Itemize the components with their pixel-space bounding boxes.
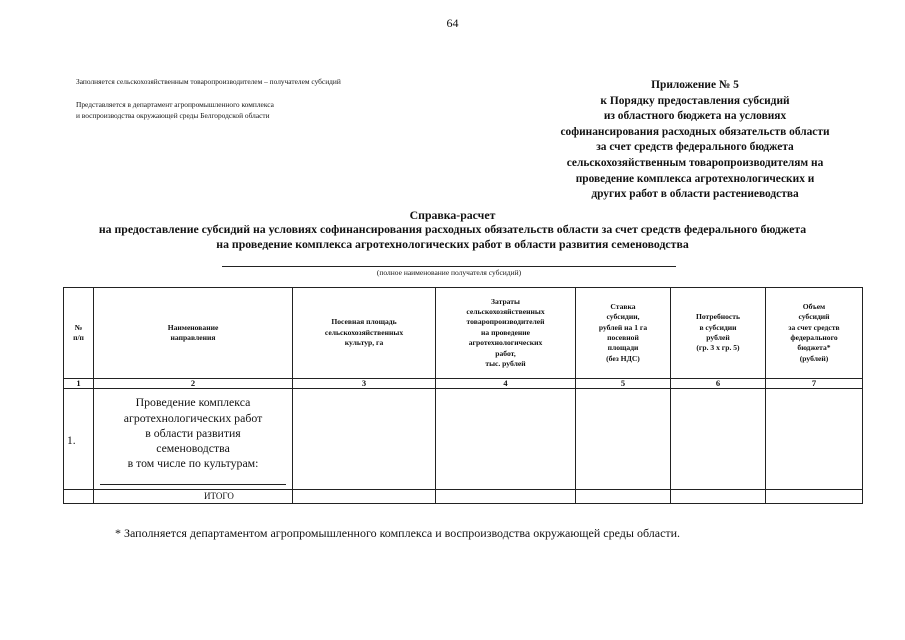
subsidy-calculation-table <box>63 287 863 504</box>
header-costs: Затраты сельскохозяйственных товаропроизводителей на проведение агротехнологических работ, тыс. рублей <box>436 288 576 379</box>
sown-area-cell[interactable] <box>293 389 436 490</box>
table-header-row <box>64 288 863 379</box>
appendix-line: проведение комплекса агротехнологических и <box>575 172 815 185</box>
column-number: 2 <box>94 379 293 389</box>
page-number: 64 <box>446 16 459 30</box>
header-federal-volume: Объем субсидий за счет средств федерального бюджета* (рублей) <box>766 288 863 379</box>
submitted-note-line1: Представляется в департамент агропромышленного комплекса <box>76 100 274 109</box>
direction-line: в области развития <box>145 425 241 440</box>
appendix-line: Приложение № 5 <box>651 79 739 91</box>
row-number: 1. <box>64 389 94 490</box>
rate-cell[interactable] <box>576 389 671 490</box>
header-direction: Наименование направления <box>94 288 293 379</box>
total-costs-cell[interactable] <box>436 490 576 504</box>
total-rate-cell[interactable] <box>576 490 671 504</box>
appendix-block <box>500 78 890 203</box>
filled-by-note: Заполняется сельскохозяйственным товаропроизводителем – получателем субсидий <box>76 77 341 86</box>
table-row <box>64 389 863 490</box>
appendix-line: из областного бюджета на условиях <box>603 110 787 123</box>
direction-cell <box>94 389 293 490</box>
header-sown-area: Посевная площадь сельскохозяйственных культур, га <box>293 288 436 379</box>
appendix-line: к Порядку предоставления субсидий <box>600 94 790 107</box>
appendix-line: софинансирования расходных обязательств области <box>560 125 830 138</box>
column-number: 5 <box>576 379 671 389</box>
column-number: 4 <box>436 379 576 389</box>
need-cell[interactable] <box>671 389 766 490</box>
column-number: 1 <box>64 379 94 389</box>
header-number: № п/п <box>64 288 94 379</box>
column-number: 3 <box>293 379 436 389</box>
document-subtitle-line2: на проведение комплекса агротехнологических работ в области развития семеноводства <box>216 237 689 251</box>
appendix-line: других работ в области растениеводства <box>591 188 799 201</box>
total-need-cell[interactable] <box>671 490 766 504</box>
direction-line: в том числе по культурам: <box>127 456 259 471</box>
direction-line: семеноводства <box>156 441 230 456</box>
crop-blank-line[interactable] <box>100 484 286 485</box>
recipient-caption: (полное наименование получателя субсидий) <box>376 268 522 277</box>
total-sown-area-cell[interactable] <box>293 490 436 504</box>
document-title: Справка-расчет <box>409 208 496 222</box>
column-number: 7 <box>766 379 863 389</box>
column-number: 6 <box>671 379 766 389</box>
direction-line: агротехнологических работ <box>123 410 263 425</box>
document-subtitle-line1: на предоставление субсидий на условиях софинансирования расходных обязательств области за счет средств федерального бюджета <box>98 222 807 236</box>
submitted-note-line2: и воспроизводства окружающей среды Белгородской области <box>76 111 270 120</box>
appendix-line: сельскохозяйственным товаропроизводителям на <box>566 156 824 169</box>
total-number-cell <box>64 490 94 504</box>
direction-line: Проведение комплекса <box>135 395 251 410</box>
header-need: Потребность в субсидии рублей (гр. 3 х гр. 5) <box>671 288 766 379</box>
total-label: ИТОГО <box>94 490 293 504</box>
total-row <box>64 490 863 504</box>
federal-volume-cell[interactable] <box>766 389 863 490</box>
total-federal-volume-cell[interactable] <box>766 490 863 504</box>
header-rate: Ставка субсидии, рублей на 1 га посевной площади (без НДС) <box>576 288 671 379</box>
recipient-name-line[interactable] <box>222 266 676 267</box>
footnote: * Заполняется департаментом агропромышленного комплекса и воспроизводства окружающей среды области. <box>115 526 681 540</box>
costs-cell[interactable] <box>436 389 576 490</box>
column-number-row <box>64 379 863 389</box>
appendix-line: за счет средств федерального бюджета <box>596 141 794 154</box>
